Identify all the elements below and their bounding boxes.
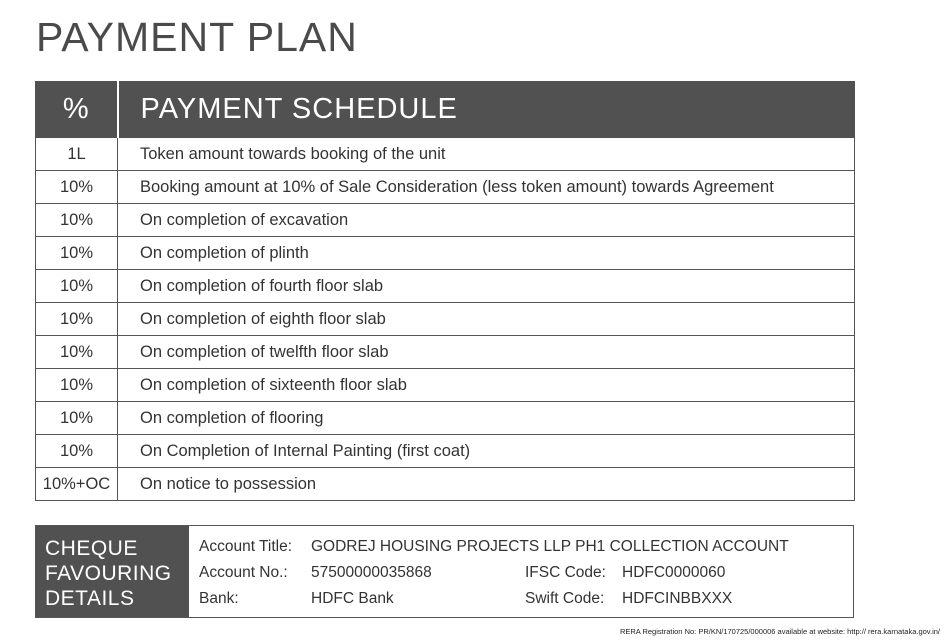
account-title-label: Account Title: — [199, 538, 293, 555]
row-description: On completion of sixteenth floor slab — [118, 369, 855, 402]
table-row — [36, 468, 855, 501]
row-description: On completion of plinth — [118, 237, 855, 270]
table-row — [36, 402, 855, 435]
table-row — [36, 171, 855, 204]
table-row — [36, 369, 855, 402]
row-percent: 10% — [36, 435, 118, 468]
account-title-value: GODREJ HOUSING PROJECTS LLP PH1 COLLECTION ACCOUNT — [311, 538, 789, 555]
cheque-heading — [36, 526, 189, 617]
page-title: PAYMENT PLAN — [36, 14, 358, 60]
cheque-heading-line: FAVOURING — [45, 562, 172, 585]
header-payment-schedule: PAYMENT SCHEDULE — [118, 82, 855, 138]
row-description: On Completion of Internal Painting (first coat) — [118, 435, 855, 468]
table-row — [36, 204, 855, 237]
cheque-heading-line: CHEQUE — [45, 537, 138, 560]
header-percent: % — [36, 82, 118, 138]
table-header-row — [36, 82, 855, 138]
row-description: On completion of eighth floor slab — [118, 303, 855, 336]
row-percent: 10% — [36, 402, 118, 435]
row-percent: 10% — [36, 270, 118, 303]
table-row — [36, 237, 855, 270]
row-description: On completion of fourth floor slab — [118, 270, 855, 303]
row-description: On notice to possession — [118, 468, 855, 501]
swift-label: Swift Code: — [525, 590, 605, 607]
row-percent: 10%+OC — [36, 468, 118, 501]
payment-schedule-table — [35, 81, 855, 501]
row-description: On completion of excavation — [118, 204, 855, 237]
bank-value: HDFC Bank — [311, 590, 394, 607]
row-percent: 10% — [36, 204, 118, 237]
row-percent: 10% — [36, 171, 118, 204]
table-row — [36, 435, 855, 468]
cheque-heading-line: DETAILS — [45, 587, 135, 610]
row-percent: 10% — [36, 336, 118, 369]
cheque-body — [189, 526, 853, 617]
table-row — [36, 336, 855, 369]
ifsc-label: IFSC Code: — [525, 564, 606, 581]
row-percent: 10% — [36, 237, 118, 270]
account-no-label: Account No.: — [199, 564, 288, 581]
table-row — [36, 270, 855, 303]
row-description: On completion of flooring — [118, 402, 855, 435]
table-row — [36, 138, 855, 171]
row-percent: 1L — [36, 138, 118, 171]
table-row — [36, 303, 855, 336]
cheque-details-box — [35, 525, 854, 618]
row-description: On completion of twelfth floor slab — [118, 336, 855, 369]
row-description: Token amount towards booking of the unit — [118, 138, 855, 171]
row-description: Booking amount at 10% of Sale Consideration (less token amount) towards Agreement — [118, 171, 855, 204]
row-percent: 10% — [36, 369, 118, 402]
rera-footnote: RERA Registration No: PR/KN/170725/000006 available at website: http:// rera.karnataka.gov.in/ — [619, 627, 940, 636]
bank-label: Bank: — [199, 590, 239, 607]
ifsc-value: HDFC0000060 — [622, 564, 726, 581]
account-no-value: 57500000035868 — [311, 564, 432, 581]
row-percent: 10% — [36, 303, 118, 336]
swift-value: HDFCINBBXXX — [622, 590, 733, 607]
